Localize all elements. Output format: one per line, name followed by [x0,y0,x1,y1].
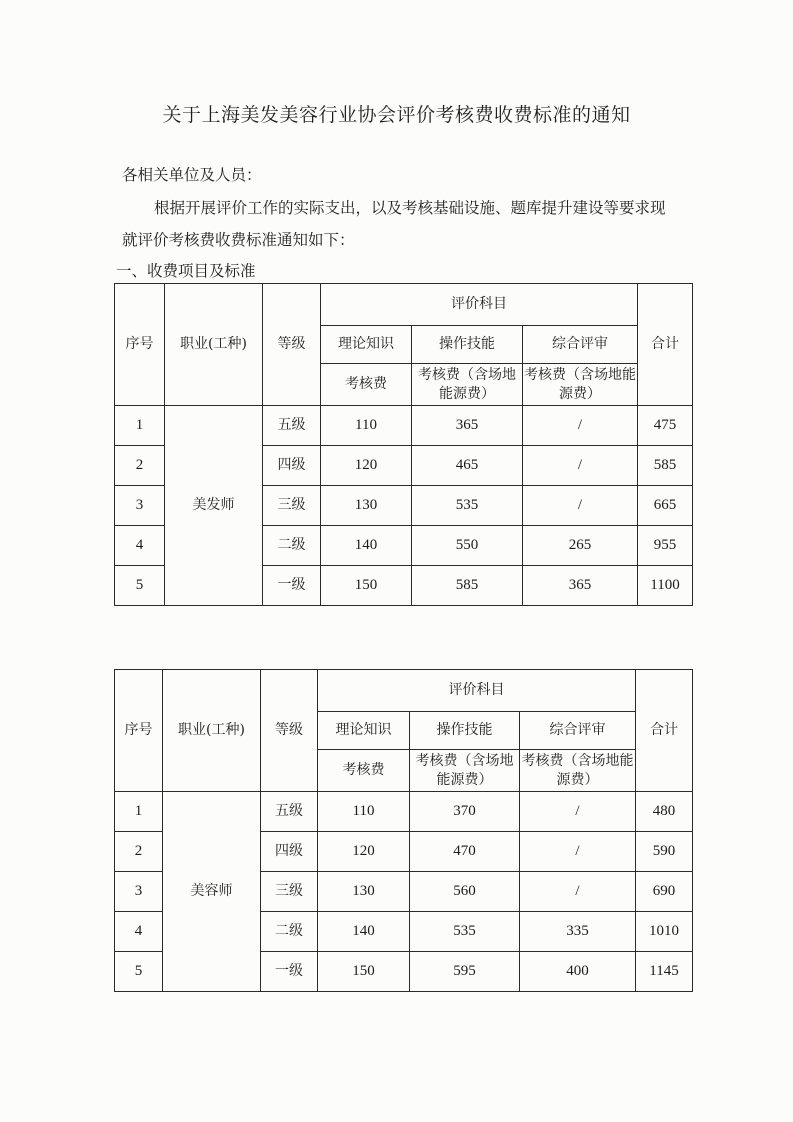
cell-level: 二级 [263,526,321,566]
cell-index: 3 [115,486,165,526]
body-paragraph-line-2: 就评价考核费收费标准通知如下： [122,231,355,249]
cell-theory: 120 [318,832,410,872]
header-review: 综合评审 [520,712,636,750]
header-index: 序号 [115,284,165,406]
cell-level: 三级 [261,872,318,912]
cell-skill: 585 [412,566,523,606]
cell-skill: 595 [410,952,520,992]
header-subjects: 评价科目 [321,284,638,326]
header-review-fee: 考核费（含场地能源费） [523,364,638,406]
cell-level: 五级 [263,406,321,446]
cell-theory: 140 [318,912,410,952]
fee-table-hairdresser [114,283,693,606]
header-occupation: 职业(工种) [165,284,263,406]
header-skill-fee: 考核费（含场地能源费） [410,750,520,792]
cell-skill: 560 [410,872,520,912]
body-paragraph-line-1: 根据开展评价工作的实际支出，以及考核基础设施、题库提升建设等要求现 [154,199,666,217]
cell-total: 1100 [638,566,693,606]
header-skill: 操作技能 [410,712,520,750]
cell-review: 335 [520,912,636,952]
table-row [115,792,693,832]
cell-review: / [520,832,636,872]
cell-level: 三级 [263,486,321,526]
table-header-row [115,284,693,326]
cell-index: 4 [115,912,163,952]
cell-total: 1010 [636,912,693,952]
cell-index: 5 [115,952,163,992]
cell-review: / [523,406,638,446]
header-theory-fee: 考核费 [321,364,412,406]
cell-index: 4 [115,526,165,566]
header-subjects: 评价科目 [318,670,636,712]
cell-level: 五级 [261,792,318,832]
cell-review: 365 [523,566,638,606]
cell-index: 2 [115,446,165,486]
cell-skill: 535 [412,486,523,526]
cell-review: 400 [520,952,636,992]
cell-total: 590 [636,832,693,872]
document-title: 关于上海美发美容行业协会评价考核费收费标准的通知 [162,104,631,126]
header-level: 等级 [261,670,318,792]
header-review-fee: 考核费（含场地能源费） [520,750,636,792]
header-total: 合计 [636,670,693,792]
cell-theory: 140 [321,526,412,566]
cell-total: 955 [638,526,693,566]
cell-level: 一级 [263,566,321,606]
cell-review: 265 [523,526,638,566]
cell-total: 585 [638,446,693,486]
cell-skill: 470 [410,832,520,872]
cell-review: / [523,446,638,486]
cell-theory: 150 [318,952,410,992]
header-index: 序号 [115,670,163,792]
cell-occupation: 美发师 [165,406,263,606]
cell-level: 四级 [263,446,321,486]
cell-theory: 150 [321,566,412,606]
cell-review: / [523,486,638,526]
cell-level: 一级 [261,952,318,992]
cell-level: 二级 [261,912,318,952]
cell-theory: 110 [321,406,412,446]
cell-skill: 365 [412,406,523,446]
table-header-row [115,670,693,712]
cell-skill: 370 [410,792,520,832]
salutation: 各相关单位及人员： [122,166,262,184]
header-occupation: 职业(工种) [163,670,261,792]
header-theory: 理论知识 [318,712,410,750]
cell-theory: 130 [318,872,410,912]
cell-total: 1145 [636,952,693,992]
cell-review: / [520,792,636,832]
cell-skill: 535 [410,912,520,952]
table-row [115,406,693,446]
fee-table-beautician [114,669,693,992]
cell-index: 1 [115,406,165,446]
cell-total: 690 [636,872,693,912]
cell-total: 480 [636,792,693,832]
section-heading: 一、收费项目及标准 [116,262,256,280]
cell-skill: 465 [412,446,523,486]
header-skill-fee: 考核费（含场地能源费） [412,364,523,406]
header-theory: 理论知识 [321,326,412,364]
header-total: 合计 [638,284,693,406]
cell-theory: 110 [318,792,410,832]
cell-index: 1 [115,792,163,832]
header-theory-fee: 考核费 [318,750,410,792]
cell-theory: 120 [321,446,412,486]
cell-index: 2 [115,832,163,872]
cell-total: 475 [638,406,693,446]
cell-total: 665 [638,486,693,526]
header-level: 等级 [263,284,321,406]
cell-occupation: 美容师 [163,792,261,992]
cell-skill: 550 [412,526,523,566]
cell-index: 3 [115,872,163,912]
cell-review: / [520,872,636,912]
cell-level: 四级 [261,832,318,872]
cell-theory: 130 [321,486,412,526]
header-skill: 操作技能 [412,326,523,364]
header-review: 综合评审 [523,326,638,364]
cell-index: 5 [115,566,165,606]
